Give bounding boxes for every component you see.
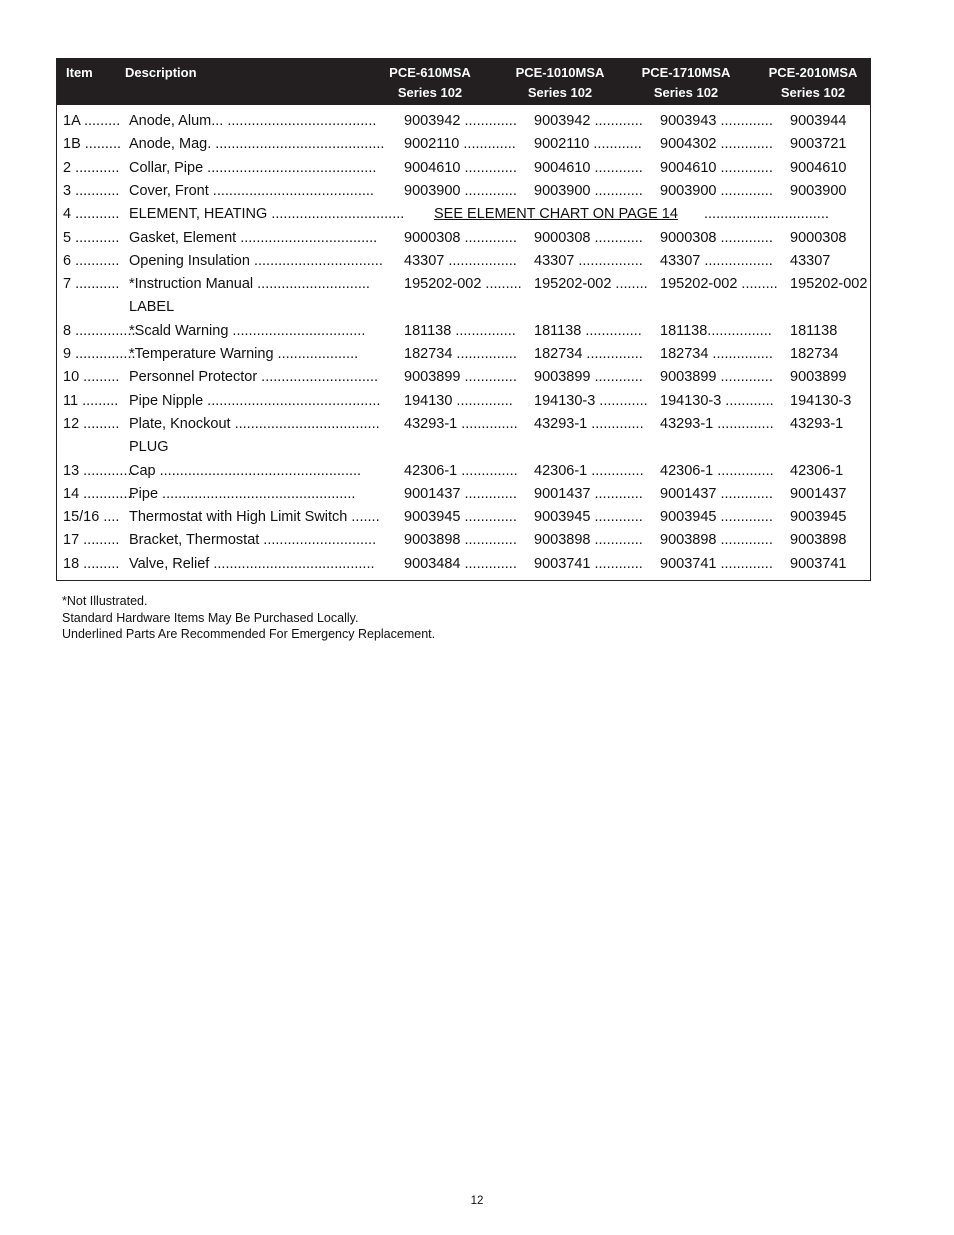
- part-number: 9003942 ............: [534, 113, 643, 129]
- part-number: 9000308 ............: [534, 229, 643, 246]
- item-number: 5 ...........: [63, 229, 120, 246]
- item-description: Thermostat with High Limit Switch .......: [129, 509, 380, 526]
- part-number: 9004610 .............: [660, 159, 773, 176]
- footnote: Underlined Parts Are Recommended For Emergency Replacement.: [62, 627, 436, 641]
- part-number: 182734 ..............: [534, 346, 643, 362]
- part-number: 43293-1 .............: [534, 415, 644, 432]
- item-description: Bracket, Thermostat ............................: [129, 532, 377, 549]
- part-number: 9003899 ............: [534, 369, 643, 386]
- part-number: 9003900 .............: [660, 182, 773, 199]
- part-number: 42306-1: [790, 462, 844, 479]
- item-number: 12 .........: [63, 415, 120, 432]
- part-number: 182734 ...............: [660, 346, 773, 362]
- part-number: 194130-3 ............: [534, 392, 648, 409]
- part-number: 9003945 .............: [660, 509, 773, 526]
- header-model-1: PCE-610MSA Series 102: [389, 65, 471, 100]
- part-number: 42306-1 .............: [534, 462, 644, 479]
- part-number: 9004610: [790, 159, 847, 176]
- part-number: 181138 ..............: [534, 322, 642, 339]
- part-number: 9000308 .............: [660, 229, 773, 246]
- item-number: 15/16 ....: [63, 509, 120, 526]
- part-number: 43307 .................: [660, 252, 773, 269]
- part-number: 9000308: [790, 229, 847, 246]
- item-description: Gasket, Element ..................................: [129, 229, 378, 246]
- item-description: Pipe Nipple ...........................................: [129, 392, 381, 409]
- item-description: Cover, Front ........................................: [129, 182, 374, 199]
- part-number: 194130 ..............: [404, 392, 513, 409]
- part-number: 181138................: [660, 322, 772, 339]
- part-number: 9003721: [790, 136, 847, 153]
- item-number: 1B .........: [63, 136, 122, 153]
- item-number: 1A .........: [63, 113, 121, 129]
- part-number: 9003943 .............: [660, 113, 773, 129]
- item-description: LABEL: [129, 299, 175, 316]
- footnote: Standard Hardware Items May Be Purchased Locally.: [62, 610, 359, 625]
- item-description: Cap ..................................................: [129, 462, 362, 479]
- item-description: *Scald Warning .................................: [129, 322, 366, 339]
- item-number: 3 ...........: [63, 182, 120, 199]
- part-number: 195202-002: [790, 276, 868, 293]
- part-number: 9003484 .............: [404, 555, 517, 572]
- part-number: 9003741: [790, 555, 847, 572]
- item-description: ELEMENT, HEATING .................................: [129, 206, 405, 223]
- part-number: 9003898 .............: [404, 532, 517, 549]
- part-number: 42306-1 ..............: [660, 462, 774, 479]
- part-number: ...............................: [704, 206, 829, 223]
- part-number: 9001437 .............: [404, 485, 517, 502]
- item-description: Personnel Protector .............................: [129, 369, 379, 386]
- item-number: 7 ...........: [63, 276, 120, 293]
- header-model-4: PCE-2010MSA Series 102: [768, 65, 858, 100]
- item-description: *Instruction Manual ............................: [129, 276, 370, 293]
- footnote: *Not Illustrated.: [62, 594, 148, 608]
- part-number: 182734 ...............: [404, 346, 517, 362]
- item-number: 14 .............: [63, 485, 136, 502]
- item-description: Anode, Mag. ..........................................: [129, 136, 385, 153]
- table-header: [57, 59, 870, 105]
- header-description: Description: [125, 65, 197, 80]
- header-model-3: PCE-1710MSA Series 102: [641, 65, 731, 100]
- part-number: 195202-002 ........: [534, 276, 648, 293]
- part-number: 9003741 .............: [660, 555, 773, 572]
- item-description: *Temperature Warning ....................: [129, 346, 359, 362]
- part-number: 9002110 .............: [404, 136, 516, 153]
- part-number: 9003945 .............: [404, 509, 517, 526]
- header-item: Item: [66, 65, 93, 80]
- part-number: 9003741 ............: [534, 555, 643, 572]
- item-description: Pipe ................................................: [129, 485, 356, 502]
- part-number: 43307 ................: [534, 252, 643, 269]
- page-number: 12: [470, 1195, 484, 1207]
- item-number: 17 .........: [63, 532, 120, 549]
- header-model-2: PCE-1010MSA Series 102: [515, 65, 605, 100]
- item-number: 2 ...........: [63, 159, 120, 176]
- part-number: 9004302 .............: [660, 136, 773, 153]
- part-number: 43307 .................: [404, 252, 517, 269]
- part-number: 181138: [790, 322, 838, 339]
- parts-table: [56, 58, 871, 581]
- part-number: 43307: [790, 252, 831, 269]
- part-number: 43293-1 ..............: [660, 415, 774, 432]
- part-number: 9004610 ............: [534, 159, 643, 176]
- part-number: 9003899 .............: [404, 369, 517, 386]
- item-number: 13 .............: [63, 462, 136, 479]
- item-description: Anode, Alum... .....................................: [129, 113, 377, 129]
- part-number: 9003945 ............: [534, 509, 643, 526]
- item-description: Valve, Relief ........................................: [129, 555, 375, 572]
- item-number: 4 ...........: [63, 206, 120, 223]
- part-number: 9003900 .............: [404, 182, 517, 199]
- part-number: 9003944: [790, 113, 847, 129]
- part-number: 9001437 ............: [534, 485, 643, 502]
- part-number: 9003898: [790, 532, 847, 549]
- part-number: 9003900: [790, 182, 847, 199]
- item-number: 10 .........: [63, 369, 120, 386]
- item-description: Plate, Knockout ....................................: [129, 415, 380, 432]
- part-number: 43293-1 ..............: [404, 415, 518, 432]
- part-number: 9003945: [790, 509, 847, 526]
- item-number: 18 .........: [63, 555, 120, 572]
- part-number: 9003942 .............: [404, 113, 517, 129]
- part-number: 9001437 .............: [660, 485, 773, 502]
- part-number: 43293-1: [790, 415, 844, 432]
- part-number: 9000308 .............: [404, 229, 517, 246]
- part-number: 9001437: [790, 485, 847, 502]
- item-description: Opening Insulation ................................: [129, 252, 383, 269]
- part-number: 195202-002 .........: [660, 276, 778, 293]
- part-number: 194130-3 ............: [660, 392, 774, 409]
- item-number: 8 ...............: [63, 322, 136, 339]
- footnotes: [62, 593, 435, 643]
- part-number: 42306-1 ..............: [404, 462, 518, 479]
- part-number: 9004610 .............: [404, 159, 517, 176]
- part-number: 182734: [790, 346, 839, 362]
- item-number: 9 ...............: [63, 346, 136, 362]
- item-number: 11 .........: [63, 392, 119, 409]
- item-description: Collar, Pipe ..........................................: [129, 159, 377, 176]
- item-description: PLUG: [129, 439, 169, 456]
- part-number: 194130-3: [790, 392, 852, 409]
- part-number: 9003899: [790, 369, 847, 386]
- part-number: 9003899 .............: [660, 369, 773, 386]
- item-number: 6 ...........: [63, 252, 120, 269]
- part-number: 181138 ...............: [404, 322, 516, 339]
- part-number: 9002110 ............: [534, 136, 642, 153]
- part-number: 9003900 ............: [534, 182, 643, 199]
- part-number: 195202-002 .........: [404, 276, 522, 293]
- part-number: 9003898 .............: [660, 532, 773, 549]
- part-number: SEE ELEMENT CHART ON PAGE 14: [434, 206, 678, 223]
- part-number: 9003898 ............: [534, 532, 643, 549]
